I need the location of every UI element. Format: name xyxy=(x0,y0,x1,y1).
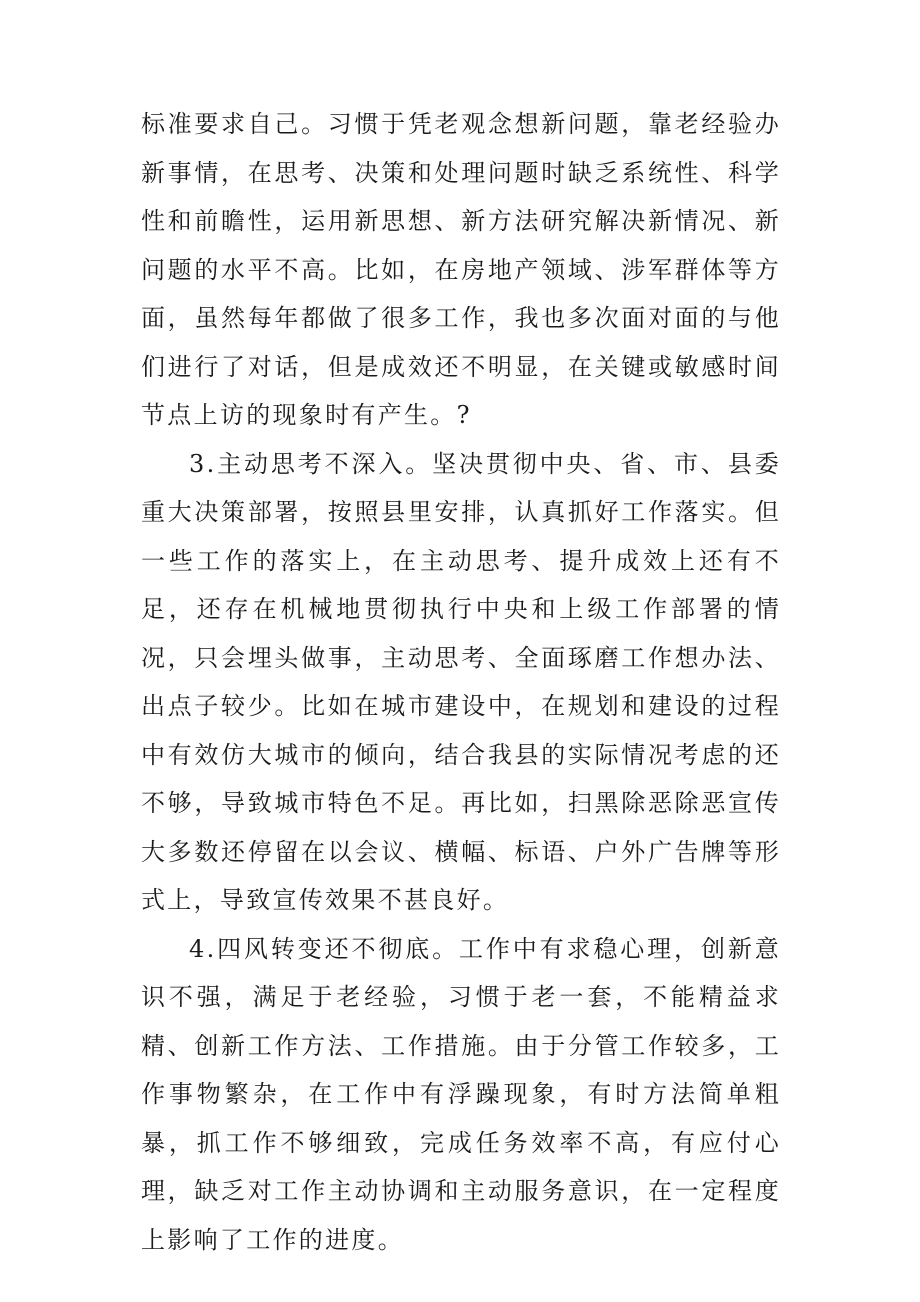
paragraph-item-4: 4.四风转变还不彻底。工作中有求稳心理，创新意识不强，满足于老经验，习惯于老一套，不能精益求精、创新工作方法、工作措施。由于分管工作较多，工作事物繁杂，在工作中有浮躁现象，有时方法简单粗暴，抓工作不够细致，完成任务效率不高，有应付心理，缺乏对工作主动协调和主动服务意识，在一定程度上影响了工作的进度。 xyxy=(141,934,781,1254)
paragraph-item-3: 3.主动思考不深入。坚决贯彻中央、省、市、县委重大决策部署，按照县里安排，认真抓好工作落实。但一些工作的落实上，在主动思考、提升成效上还有不足，还存在机械地贯彻执行中央和上级工作部署的情况，只会埋头做事，主动思考、全面琢磨工作想办法、出点子较少。比如在城市建设中，在规划和建设的过程中有效仿大城市的倾向，结合我县的实际情况考虑的还不够，导致城市特色不足。再比如，扫黑除恶除恶宣传大多数还停留在以会议、横幅、标语、户外广告牌等形式上，导致宣传效果不甚良好。 xyxy=(141,449,781,914)
paragraph-continuation: 标准要求自己。习惯于凭老观念想新问题，靠老经验办新事情，在思考、决策和处理问题时缺乏系统性、科学性和前瞻性，运用新思想、新方法研究解决新情况、新问题的水平不高。比如，在房地产领域、涉军群体等方面，虽然每年都做了很多工作，我也多次面对面的与他们进行了对话，但是成效还不明显，在关键或敏感时间节点上访的现象时有产生。? xyxy=(141,110,781,429)
document-body xyxy=(141,100,781,1264)
